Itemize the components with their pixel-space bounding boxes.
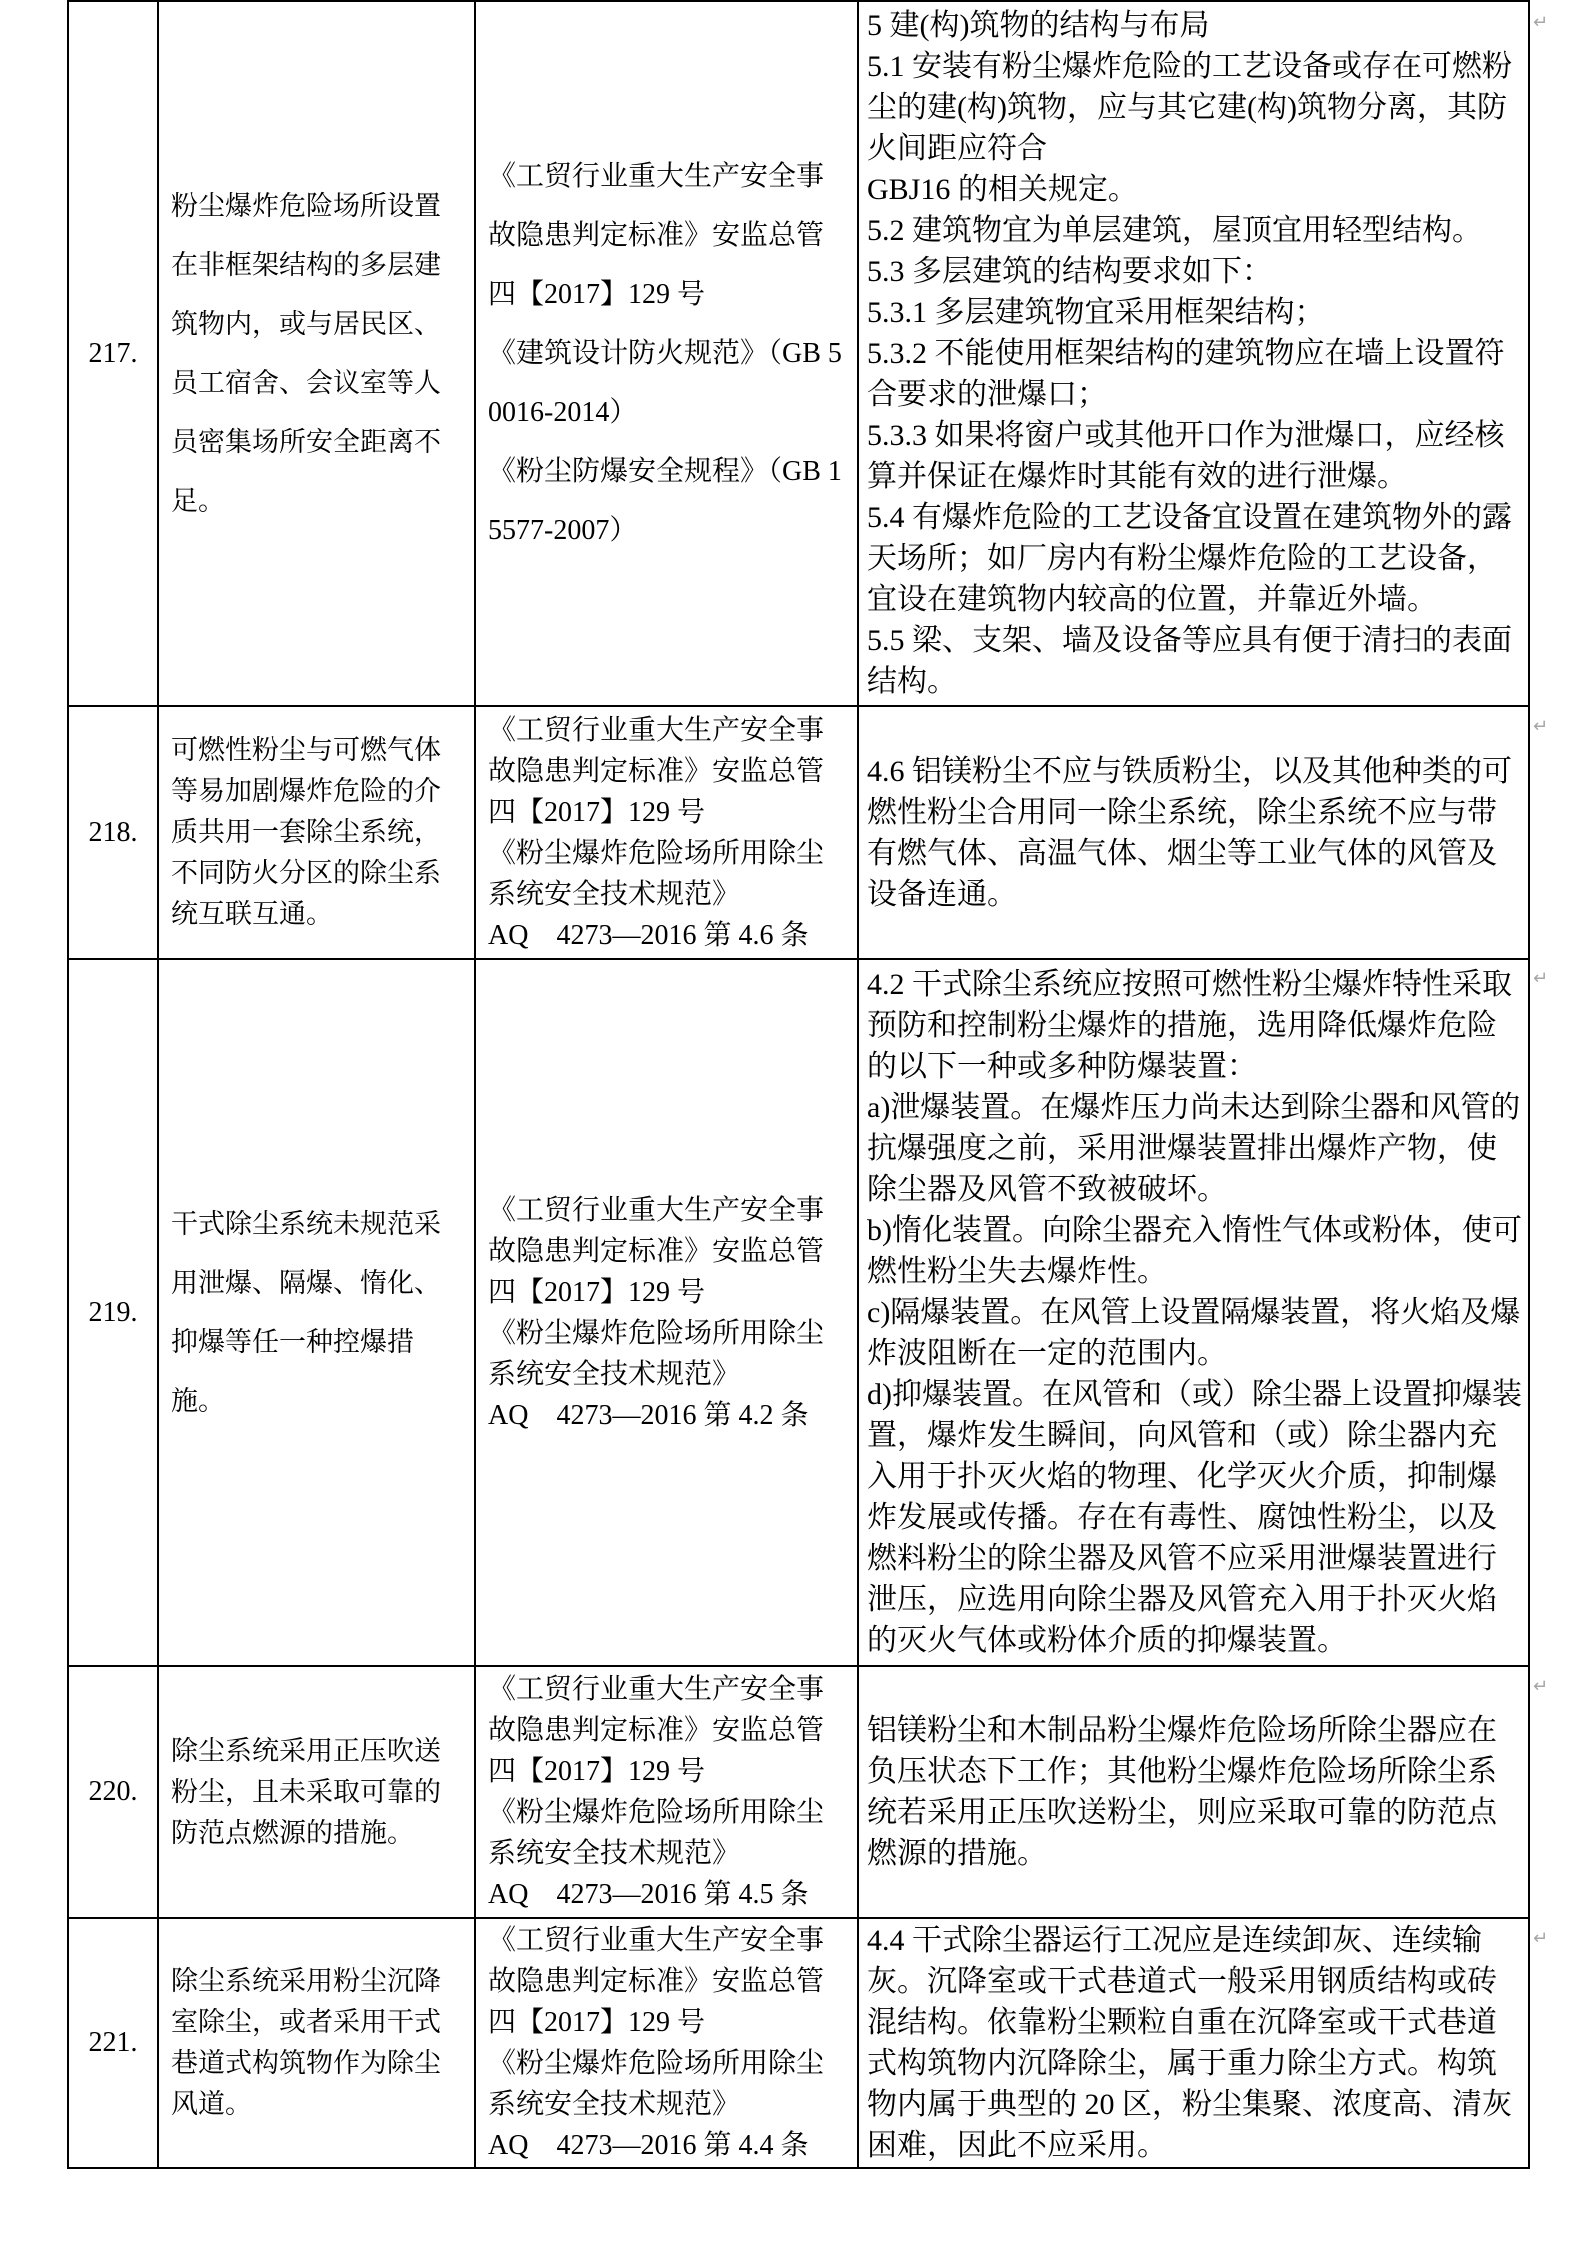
row-number: 220. xyxy=(68,1666,158,1918)
row-number: 219. xyxy=(68,959,158,1666)
row-number: 217. xyxy=(68,1,158,706)
paragraph-mark-icon: ↵ xyxy=(1533,716,1549,737)
paragraph-mark-icon: ↵ xyxy=(1533,1928,1549,1949)
paragraph: 5 建(构)筑物的结构与布局 xyxy=(867,9,1210,42)
row-number: 218. xyxy=(68,706,158,959)
basis-references xyxy=(475,1918,858,2168)
table-row-219 xyxy=(68,959,1529,1666)
paragraph: 5.3.2 不能使用框架结构的建筑物应在墙上设置符合要求的泄爆口； xyxy=(867,337,1505,411)
paragraph: 《粉尘爆炸危险场所用除尘系统安全技术规范》 xyxy=(488,1797,825,1869)
paragraph: c)隔爆装置。在风管上设置隔爆装置，将火焰及爆炸波阻断在一定的范围内。 xyxy=(867,1296,1521,1370)
standard-details xyxy=(858,706,1529,959)
basis-references xyxy=(475,706,858,959)
basis-references xyxy=(475,959,858,1666)
paragraph: 5.5 梁、支架、墙及设备等应具有便于清扫的表面结构。 xyxy=(867,624,1512,698)
paragraph: d)抑爆装置。在风管和（或）除尘器上设置抑爆装置，爆炸发生瞬间，向风管和（或）除尘器内充入用于扑灭火焰的物理、化学灭火介质，抑制爆炸发展或传播。存在有毒性、腐蚀性粉尘，以及燃料粉尘的除尘器及风管不应采用泄爆装置进行泄压，应选用向除尘器及风管充入用于扑灭火焰的灭火气体或粉体介质的抑爆装置。 xyxy=(867,1378,1522,1657)
basis-references xyxy=(475,1666,858,1918)
hazard-description: 粉尘爆炸危险场所设置在非框架结构的多层建筑物内，或与居民区、员工宿舍、会议室等人员密集场所安全距离不足。 xyxy=(158,1,475,706)
paragraph: 《工贸行业重大生产安全事故隐患判定标准》安监总管四【2017】129 号 xyxy=(488,1194,825,1308)
standard-details xyxy=(858,959,1529,1666)
paragraph: 5.3.3 如果将窗户或其他开口作为泄爆口，应经核算并保证在爆炸时其能有效的进行泄爆。 xyxy=(867,419,1505,493)
paragraph: 5.2 建筑物宜为单层建筑，屋顶宜用轻型结构。 xyxy=(867,214,1482,247)
paragraph: 4.2 干式除尘系统应按照可燃性粉尘爆炸特性采取预防和控制粉尘爆炸的措施，选用降低爆炸危险的以下一种或多种防爆装置： xyxy=(867,968,1512,1083)
paragraph: b)惰化装置。向除尘器充入惰性气体或粉体，使可燃性粉尘失去爆炸性。 xyxy=(867,1214,1522,1288)
paragraph: 《粉尘爆炸危险场所用除尘系统安全技术规范》 xyxy=(488,837,825,910)
hazard-table xyxy=(67,0,1530,2169)
paragraph-mark-icon: ↵ xyxy=(1533,12,1549,33)
table-row-217 xyxy=(68,1,1529,706)
paragraph: 铝镁粉尘和木制品粉尘爆炸危险场所除尘器应在负压状态下工作；其他粉尘爆炸危险场所除尘系统若采用正压吹送粉尘，则应采取可靠的防范点燃源的措施。 xyxy=(867,1714,1497,1870)
paragraph-mark-icon: ↵ xyxy=(1533,968,1549,989)
paragraph: 5.3 多层建筑的结构要求如下： xyxy=(867,255,1272,288)
paragraph: 5.3.1 多层建筑物宜采用框架结构； xyxy=(867,296,1325,329)
standard-details xyxy=(858,1666,1529,1918)
paragraph: 《工贸行业重大生产安全事故隐患判定标准》安监总管四【2017】129 号 xyxy=(488,161,825,310)
paragraph: 《建筑设计防火规范》（GB 50016-2014） xyxy=(488,338,842,428)
hazard-description: 干式除尘系统未规范采用泄爆、隔爆、惰化、抑爆等任一种控爆措施。 xyxy=(158,959,475,1666)
paragraph: 4.6 铝镁粉尘不应与铁质粉尘，以及其他种类的可燃性粉尘合用同一除尘系统，除尘系统不应与带有燃气体、高温气体、烟尘等工业气体的风管及设备连通。 xyxy=(867,754,1512,911)
paragraph: a)泄爆装置。在爆炸压力尚未达到除尘器和风管的抗爆强度之前，采用泄爆装置排出爆炸产物，使除尘器及风管不致被破坏。 xyxy=(867,1091,1521,1206)
basis-references xyxy=(475,1,858,706)
paragraph-mark-icon: ↵ xyxy=(1533,1676,1549,1697)
paragraph: 5.1 安装有粉尘爆炸危险的工艺设备或存在可燃粉尘的建(构)筑物，应与其它建(构)筑物分离，其防火间距应符合 xyxy=(867,50,1512,165)
hazard-description: 可燃性粉尘与可燃气体等易加剧爆炸危险的介质共用一套除尘系统，不同防火分区的除尘系统互联互通。 xyxy=(158,706,475,959)
table-row-220 xyxy=(68,1666,1529,1918)
paragraph: AQ 4273—2016 第 4.2 条 xyxy=(488,1399,809,1431)
paragraph: 《粉尘爆炸危险场所用除尘系统安全技术规范》 xyxy=(488,1317,825,1390)
paragraph: 《工贸行业重大生产安全事故隐患判定标准》安监总管四【2017】129 号 xyxy=(488,714,825,828)
paragraph: 4.4 干式除尘器运行工况应是连续卸灰、连续输灰。沉降室或干式巷道式一般采用钢质结构或砖混结构。依靠粉尘颗粒自重在沉降室或干式巷道式构筑物内沉降除尘，属于重力除尘方式。构筑物内属于典型的 20 区，粉尘集聚、浓度高、清灰困难，因此不应采用。 xyxy=(867,1924,1512,2162)
standard-details xyxy=(858,1,1529,706)
paragraph: AQ 4273—2016 第 4.5 条 xyxy=(488,1879,809,1910)
paragraph: 《粉尘防爆安全规程》（GB 15577-2007） xyxy=(488,456,842,546)
table-row-218 xyxy=(68,706,1529,959)
paragraph: 《工贸行业重大生产安全事故隐患判定标准》安监总管四【2017】129 号 xyxy=(488,1925,825,2038)
paragraph: 《粉尘爆炸危险场所用除尘系统安全技术规范》 xyxy=(488,2048,825,2120)
paragraph: GBJ16 的相关规定。 xyxy=(867,173,1138,206)
paragraph: AQ 4273—2016 第 4.6 条 xyxy=(488,919,809,951)
paragraph: 5.4 有爆炸危险的工艺设备宜设置在建筑物外的露天场所；如厂房内有粉尘爆炸危险的工艺设备，宜设在建筑物内较高的位置，并靠近外墙。 xyxy=(867,501,1512,616)
paragraph: AQ 4273—2016 第 4.4 条 xyxy=(488,2130,809,2161)
hazard-description: 除尘系统采用正压吹送粉尘，且未采取可靠的防范点燃源的措施。 xyxy=(158,1666,475,1918)
hazard-description: 除尘系统采用粉尘沉降室除尘，或者采用干式巷道式构筑物作为除尘风道。 xyxy=(158,1918,475,2168)
table-row-221 xyxy=(68,1918,1529,2168)
standard-details xyxy=(858,1918,1529,2168)
row-number: 221. xyxy=(68,1918,158,2168)
paragraph: 《工贸行业重大生产安全事故隐患判定标准》安监总管四【2017】129 号 xyxy=(488,1674,825,1787)
